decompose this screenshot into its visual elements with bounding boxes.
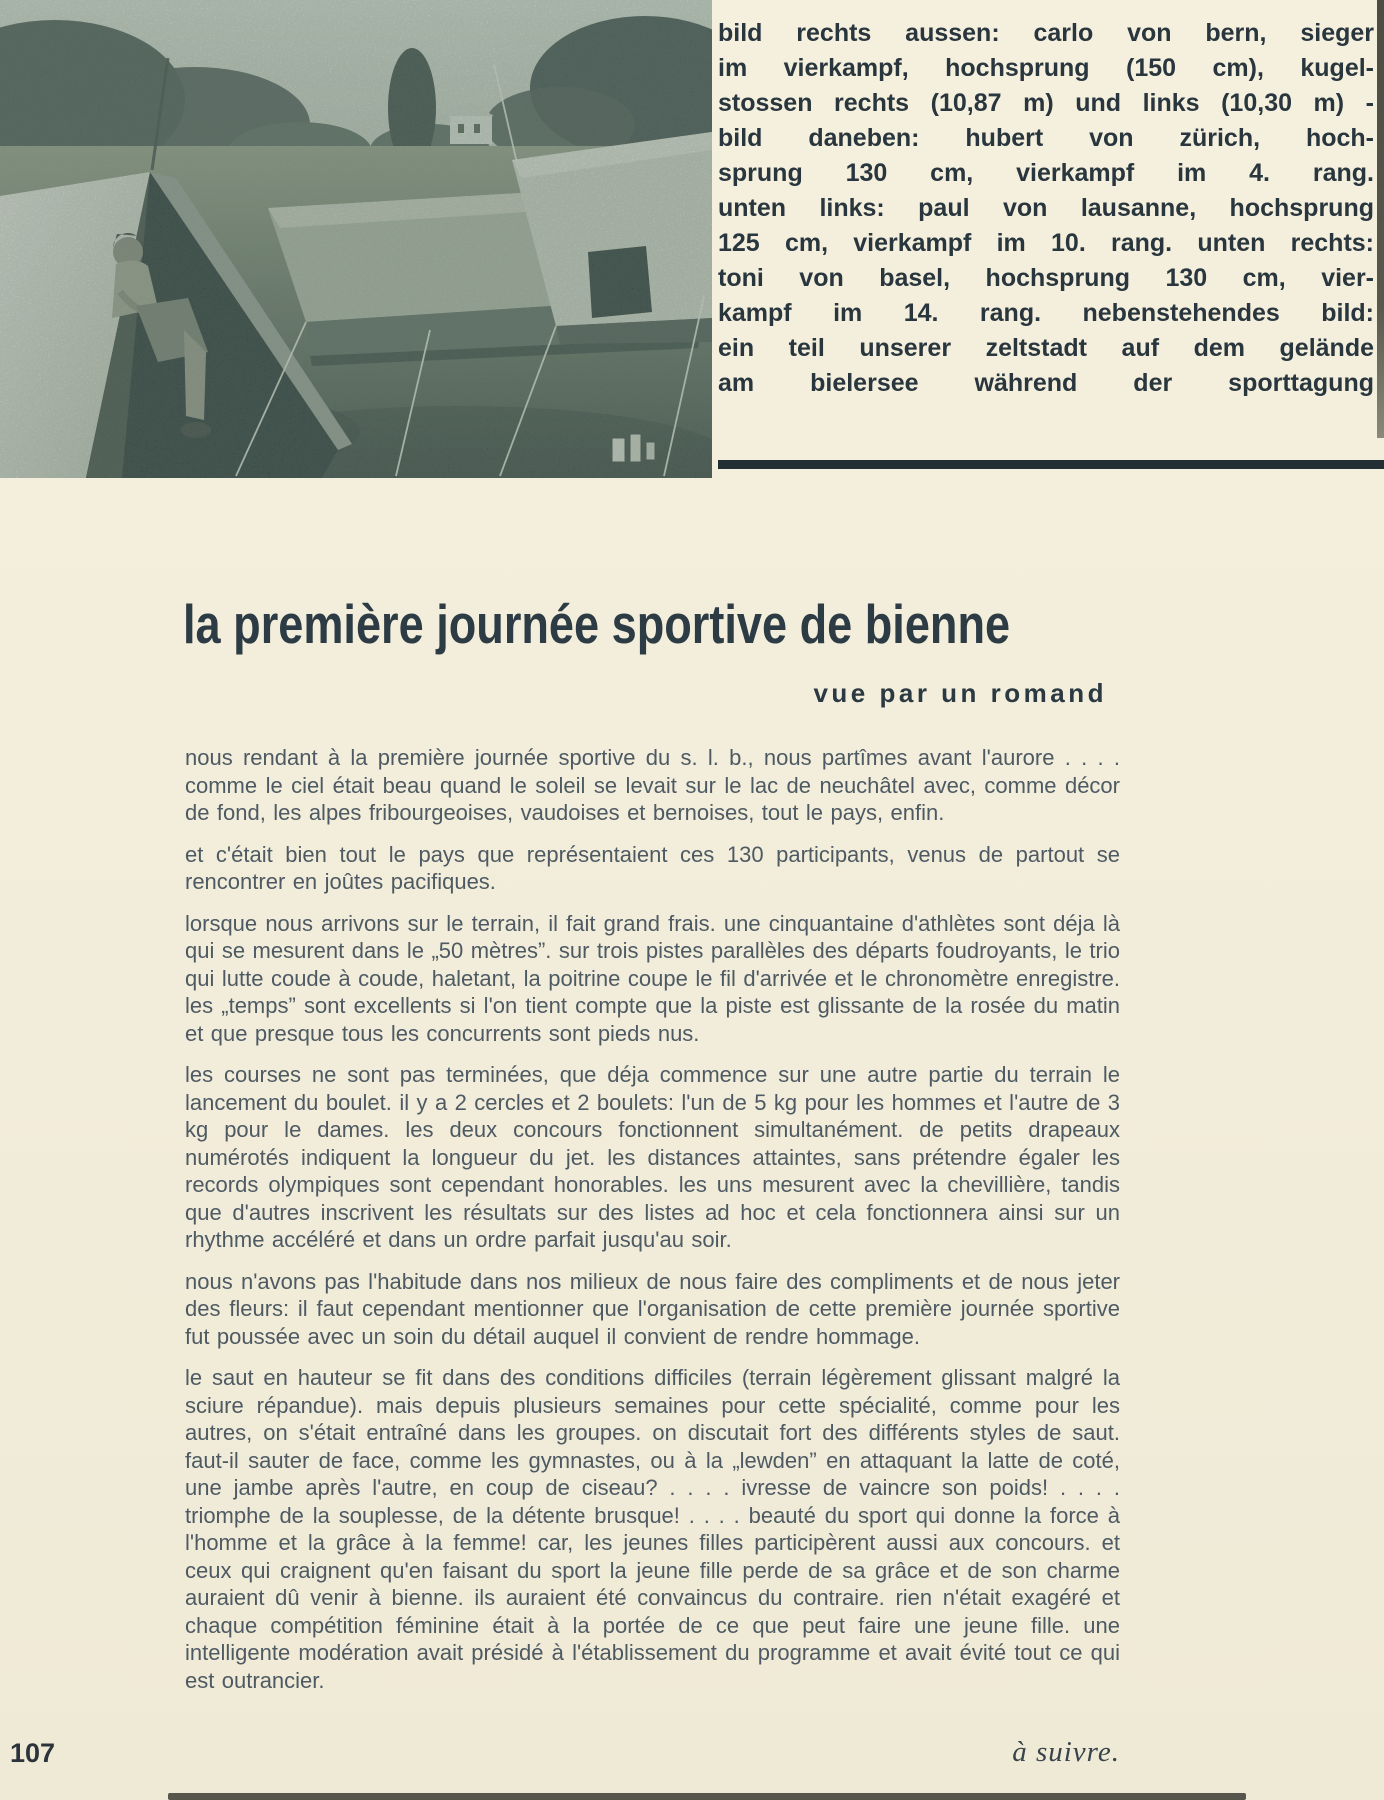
photo-caption-german: [718, 16, 1374, 401]
article-paragraph: les courses ne sont pas terminées, que déja commence sur une autre partie du terrain le lancement du boulet. il y a 2 cercles et 2 boulets: l'un de 5 kg pour les hommes et l'autre de 3 kg pour le dames. les deux concours fonctionnent simultanément. de petits drapeaux numérotés indiquent la longueur du jet. les distances attaintes, sans prétendre égaler les records olympiques sont cependant honorables. les uns mesurent avec la chevillière, tandis que d'autres inscrivent les résultats sur des listes ad hoc et cela fonctionnera ainsi sur un rhythme accéléré et dans un ordre parfait jusqu'au soir.: [185, 1062, 1120, 1252]
article-paragraph: et c'était bien tout le pays que représentaient ces 130 participants, venus de partout se rencontrer en joûtes pacifiques.: [185, 841, 1120, 894]
scan-edge-bottom: [168, 1793, 1246, 1800]
caption-line: im vierkampf, hochsprung (150 cm), kugel-: [718, 54, 1374, 82]
article-title: la première journée sportive de bienne: [183, 593, 1011, 655]
article-paragraph: le saut en hauteur se fit dans des conditions difficiles (terrain légèrement glissant malgré la sciure répandue). mais depuis plusieurs semaines pour cette spécialité, comme pour les autres, on s'était entraîné dans les groupes. on discutait fort des différents styles de saut. faut-il sauter de face, comme les gymnastes, ou à la „lewden” en attaquant la latte de coté, une jambe après l'autre, en coup de ciseau? . . . . ivresse de vaincre son poids! . . . . triomphe de la souplesse, de la détente brusque! . . . . beauté du sport qui donne la force à l'homme et la grâce à la femme! car, les jeunes filles participèrent aussi aux concours. et ceux qui craignent qu'en faisant du sport la jeune fille perde de sa grâce et de son charme auraient dû venir à bienne. ils auraient été convaincus du contraire. rien n'était exagéré et chaque compétition féminine était à la portée de ce que peut faire une jeune fille. une intelligente modération avait présidé à l'établissement du programme et avait évité tout ce qui est outrancier.: [185, 1365, 1120, 1693]
article-paragraph: nous rendant à la première journée sportive du s. l. b., nous partîmes avant l'aurore . . . . comme le ciel était beau quand le soleil se levait sur le lac de neuchâtel avec, comme décor de fond, les alpes fribourgeoises, vaudoises et bernoises, tout le pays, enfin.: [185, 745, 1120, 825]
caption-line: ein teil unserer zeltstadt auf dem gelände: [718, 334, 1374, 362]
caption-line: toni von basel, hochsprung 130 cm, vier-: [718, 264, 1374, 292]
photo-grain: [0, 0, 712, 478]
continuation-note: à suivre.: [1012, 1736, 1120, 1768]
caption-line: bild rechts aussen: carlo von bern, sieger: [718, 19, 1374, 47]
caption-line: bild daneben: hubert von zürich, hoch-: [718, 124, 1374, 152]
article-paragraph: lorsque nous arrivons sur le terrain, il fait grand frais. une cinquantaine d'athlètes sont déja là qui se mesurent dans le „50 mètres”. sur trois pistes parallèles des départs foudroyants, le trio qui lutte coude à coude, haletant, la poitrine coupe le fil d'arrivée et le chronomètre enregistre. les „temps” sont excellents si l'on tient compte que la piste est glissante de la rosée du matin et que presque tous les concurrents sont pieds nus.: [185, 910, 1120, 1046]
caption-divider-rule: [718, 460, 1384, 469]
caption-line: am bielersee während der sporttagung: [718, 369, 1374, 397]
tent-camp-photo-art: [0, 0, 712, 478]
article-body: [185, 744, 1120, 1708]
caption-line: 125 cm, vierkampf im 10. rang. unten rechts:: [718, 229, 1374, 257]
caption-line: unten links: paul von lausanne, hochsprung: [718, 194, 1374, 222]
tent-camp-photo: [0, 0, 712, 478]
article-subtitle: vue par un romand: [813, 678, 1107, 708]
caption-line: stossen rechts (10,87 m) und links (10,30 m) -: [718, 89, 1374, 117]
article-paragraph: nous n'avons pas l'habitude dans nos milieux de nous faire des compliments et de nous jeter des fleurs: il faut cependant mentionner que l'organisation de cette première journée sportive fut poussée avec un soin du détail auquel il convient de rendre hommage.: [185, 1268, 1120, 1349]
caption-line: sprung 130 cm, vierkampf im 4. rang.: [718, 159, 1374, 187]
scan-edge-right: [1377, 0, 1384, 438]
caption-line: kampf im 14. rang. nebenstehendes bild:: [718, 299, 1374, 327]
page-number: 107: [10, 1738, 56, 1768]
